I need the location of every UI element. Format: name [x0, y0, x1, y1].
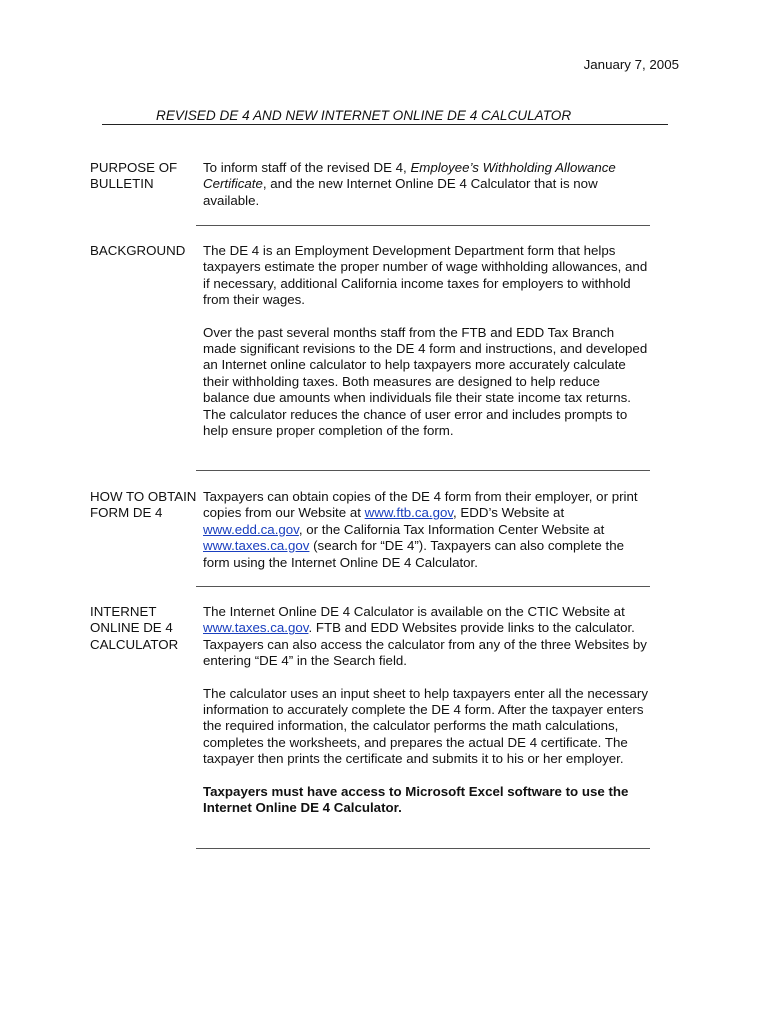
obtain-label: HOW TO OBTAIN FORM DE 4 [90, 489, 197, 521]
background-paragraph-1: The DE 4 is an Employment Development Department form that helps taxpayers estimate the proper number of wage withholding allowances, and if necessary, additional California income taxes for employers to withhold from their wages. [203, 243, 648, 308]
edd-website-link[interactable]: www.edd.ca.gov [203, 521, 299, 537]
calculator-body [203, 604, 650, 832]
ftb-website-link[interactable]: www.ftb.ca.gov [364, 505, 454, 521]
obtain-text-4: (search for “DE 4”). Taxpayers can also complete the form using the Internet Online DE 4 Calculator. [203, 538, 625, 570]
section-divider [196, 470, 650, 471]
ctic-website-link[interactable]: www.taxes.ca.gov [203, 620, 309, 636]
bulletin-title: REVISED DE 4 AND NEW INTERNET ONLINE DE 4 CALCULATOR [156, 108, 572, 123]
bulletin-date: January 7, 2005 [583, 57, 679, 72]
obtain-text-2: , EDD’s Website at [453, 505, 565, 521]
obtain-body [203, 489, 650, 587]
section-divider [196, 225, 650, 226]
calculator-requirement-note: Taxpayers must have access to Microsoft Excel software to use the Internet Online DE 4 Calculator. [203, 783, 629, 816]
background-paragraph-2: Over the past several months staff from the FTB and EDD Tax Branch made significant revisions to the DE 4 form and instructions, and developed an Internet online calculator to help taxpayers more accurately calculate their withholding taxes. Both measures are designed to help reduce balance due amounts when individuals file their state income tax returns. The calculator reduces the chance of user error and includes prompts to help ensure proper completion of the form. [203, 324, 648, 439]
purpose-text-1: To inform staff of the revised DE 4, [203, 160, 411, 175]
taxes-website-link[interactable]: www.taxes.ca.gov [203, 538, 310, 554]
calculator-paragraph-2: The calculator uses an input sheet to help taxpayers enter all the necessary information to accurately complete the DE 4 form. After the taxpayer enters the required information, the calculator performs the math calculations, completes the worksheets, and prepares the actual DE 4 certificate. The taxpayer then prints the certificate and submits it to his or her employer. [203, 685, 648, 767]
title-block [102, 108, 668, 126]
obtain-text-1: Taxpayers can obtain copies of the DE 4 form from their employer, or print copies from our Website at [203, 489, 638, 521]
purpose-label: PURPOSE OF BULLETIN [90, 160, 178, 192]
purpose-body [203, 160, 650, 225]
section-divider [196, 848, 650, 849]
calculator-text-1: The Internet Online DE 4 Calculator is available on the CTIC Website at [203, 604, 625, 619]
calculator-label: INTERNET ONLINE DE 4 CALCULATOR [90, 604, 179, 652]
purpose-text-2: , and the new Internet Online DE 4 Calculator that is now available. [203, 176, 598, 208]
section-divider [196, 586, 650, 587]
obtain-text-3: , or the California Tax Information Center Website at [298, 521, 605, 537]
calculator-text-2: . FTB and EDD Websites provide links to the calculator. Taxpayers can also access the calculator from any of the three Websites by entering “DE 4” in the Search field. [203, 620, 647, 669]
background-label: BACKGROUND [90, 243, 186, 258]
background-body [203, 243, 650, 455]
purpose-italic-form-name: Employee’s Withholding Allowance Certificate [203, 160, 616, 192]
